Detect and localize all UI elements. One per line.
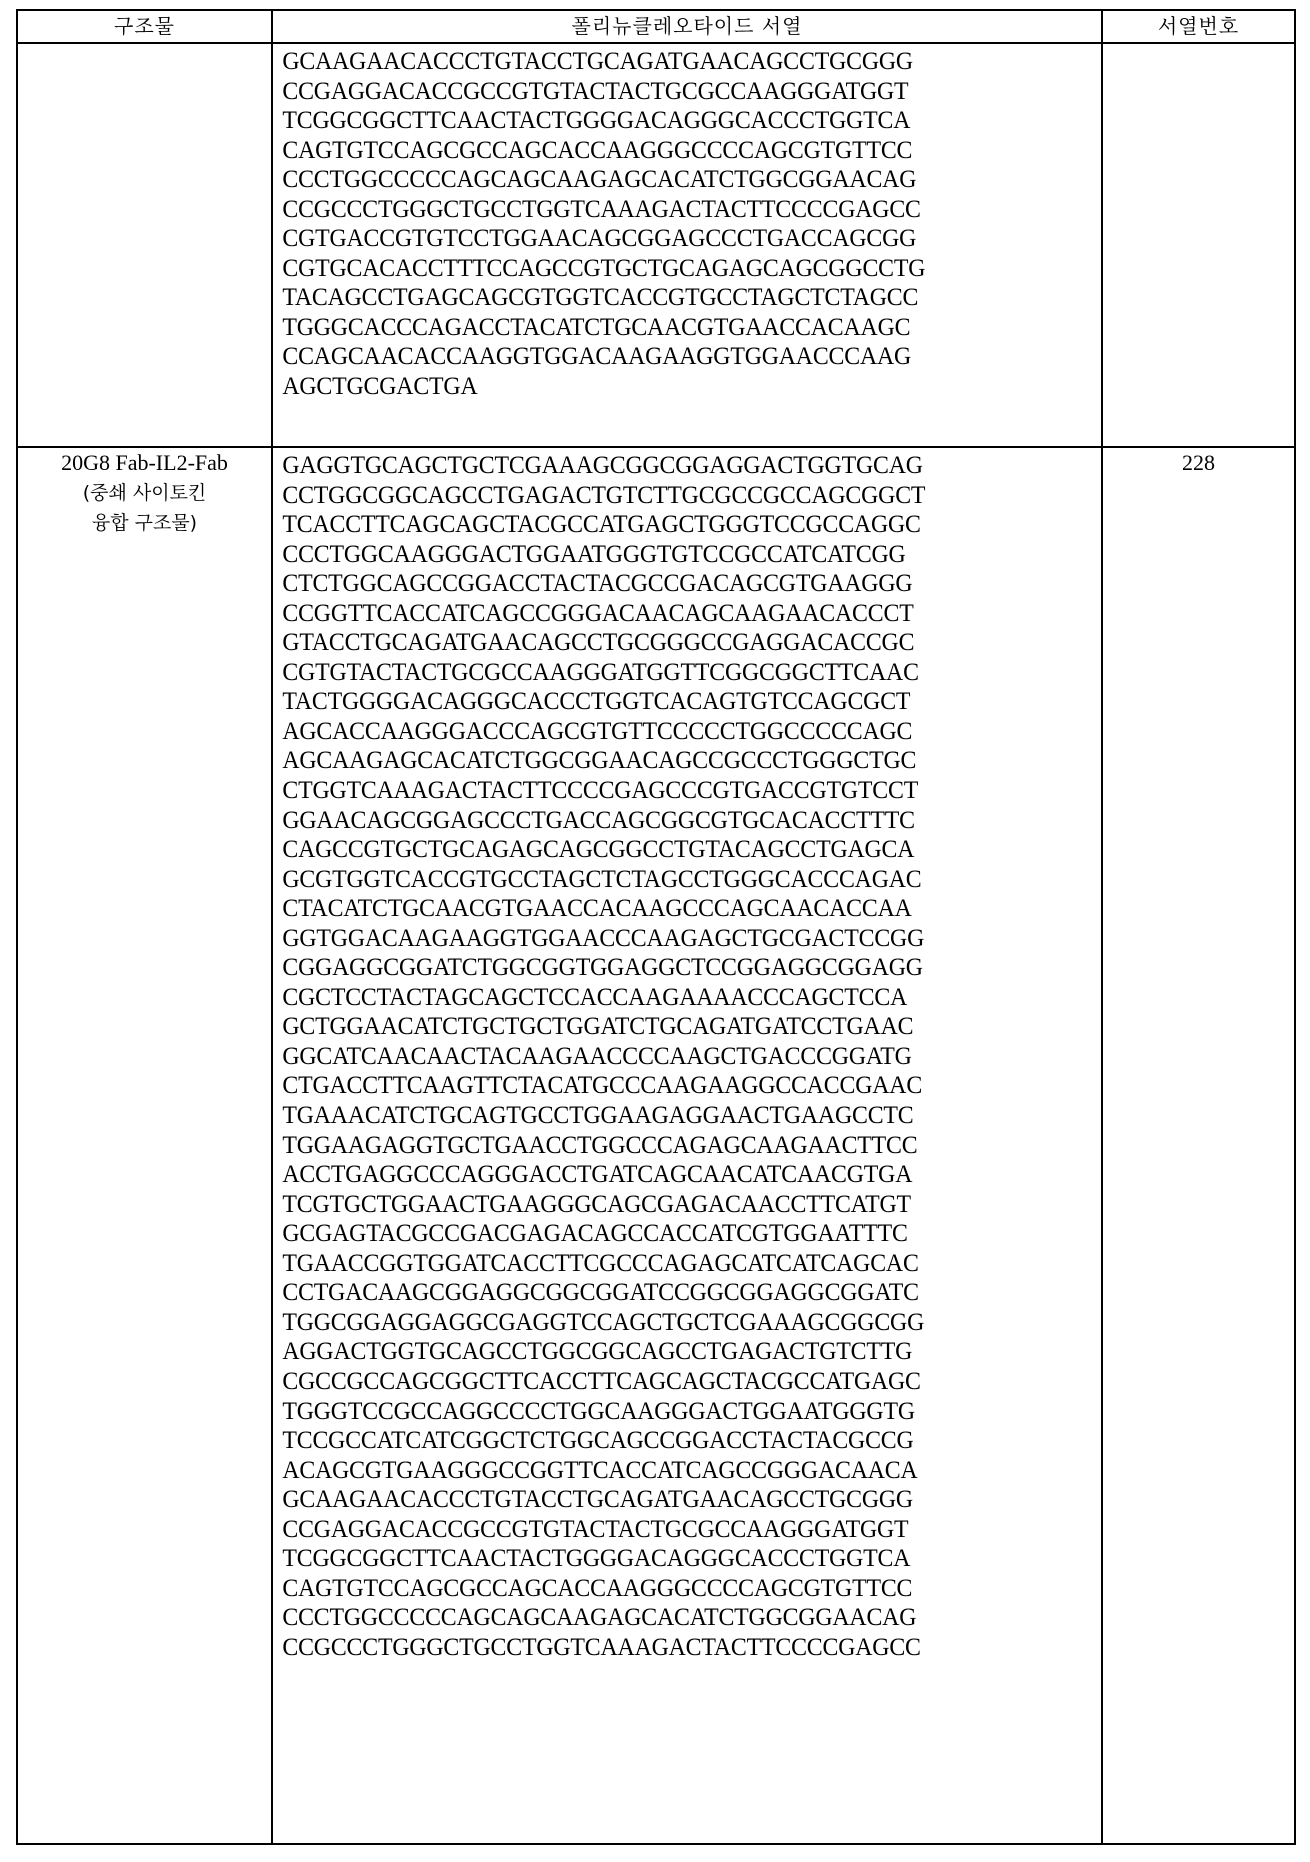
- sequence-line: GGCATCAACAACTACAAGAACCCCAAGCTGACCCGGATG: [282, 1040, 912, 1070]
- sequence-line: TCGTGCTGGAACTGAAGGGCAGCGAGACAACCTTCATGT: [282, 1188, 911, 1218]
- sequence-line: GGAACAGCGGAGCCCTGACCAGCGGCGTGCACACCTTTC: [282, 804, 915, 834]
- sequence-line: AGCACCAAGGGACCCAGCGTGTTCCCCCTGGCCCCCAGC: [282, 715, 913, 745]
- sequence-line: TGGGCACCCAGACCTACATCTGCAACGTGAACCACAAGC: [282, 311, 911, 341]
- sequence-line: CAGCCGTGCTGCAGAGCAGCGGCCTGTACAGCCTGAGCA: [282, 834, 915, 864]
- sequence-line: CGTGCACACCTTTCCAGCCGTGCTGCAGAGCAGCGGCCTG: [282, 252, 926, 282]
- sequence-line: GCAAGAACACCCTGTACCTGCAGATGAACAGCCTGCGGG: [282, 1484, 913, 1514]
- sequence-cell: [272, 447, 1102, 1844]
- sequence-line: CCCTGGCCCCCAGCAGCAAGAGCACATCTGGCGGAACAG: [282, 1602, 917, 1632]
- header-sequence: 폴리뉴클레오타이드 서열: [272, 10, 1102, 43]
- sequence-line: TGAAACATCTGCAGTGCCTGGAAGAGGAACTGAAGCCTC: [282, 1100, 914, 1130]
- sequence-line: CCTGGCGGCAGCCTGAGACTGTCTTGCGCCGCCAGCGGCT: [282, 479, 926, 509]
- sequence-line: CCGAGGACACCGCCGTGTACTACTGCGCCAAGGGATGGT: [282, 75, 909, 105]
- sequence-line: CTGACCTTCAAGTTCTACATGCCCAAGAAGGCCACCGAAC: [282, 1070, 923, 1100]
- sequence-line: ACCTGAGGCCCAGGGACCTGATCAGCAACATCAACGTGA: [282, 1159, 913, 1189]
- seq-no-cell: [1102, 43, 1295, 447]
- sequence-line: TCCGCCATCATCGGCTCTGGCAGCCGGACCTACTACGCCG: [282, 1425, 914, 1455]
- sequence-line: CCAGCAACACCAAGGTGGACAAGAAGGTGGAACCCAAG: [282, 341, 912, 371]
- sequence-line: GAGGTGCAGCTGCTCGAAAGCGGCGGAGGACTGGTGCAG: [282, 450, 923, 479]
- table-row: [17, 447, 1295, 1844]
- sequence-line: CGGAGGCGGATCTGGCGGTGGAGGCTCCGGAGGCGGAGG: [282, 952, 923, 982]
- sequence-line: CGCTCCTACTAGCAGCTCCACCAAGAAAACCCAGCTCCA: [282, 981, 908, 1011]
- sequence-line: CCGCCCTGGGCTGCCTGGTCAAAGACTACTTCCCCGAGCC: [282, 193, 921, 223]
- sequence-line: CGCCGCCAGCGGCTTCACCTTCAGCAGCTACGCCATGAGC: [282, 1365, 921, 1395]
- sequence-line: GGTGGACAAGAAGGTGGAACCCAAGAGCTGCGACTCCGG: [282, 922, 925, 952]
- sequence-line: CGTGACCGTGTCCTGGAACAGCGGAGCCCTGACCAGCGG: [282, 223, 917, 253]
- sequence-line: TGGCGGAGGAGGCGAGGTCCAGCTGCTCGAAAGCGGCGG: [282, 1306, 925, 1336]
- sequence-line: TCACCTTCAGCAGCTACGCCATGAGCTGGGTCCGCCAGGC: [282, 509, 921, 539]
- sequence-line: CGTGTACTACTGCGCCAAGGGATGGTTCGGCGGCTTCAAC: [282, 656, 919, 686]
- sequence-line: CAGTGTCCAGCGCCAGCACCAAGGGCCCCAGCGTGTTCC: [282, 1572, 913, 1602]
- sequence-line: GCTGGAACATCTGCTGCTGGATCTGCAGATGATCCTGAAC: [282, 1011, 914, 1041]
- table-row: [17, 43, 1295, 447]
- header-construct: 구조물: [17, 10, 272, 43]
- sequence-line: CAGTGTCCAGCGCCAGCACCAAGGGCCCCAGCGTGTTCC: [282, 134, 913, 164]
- seq-no-cell: 228: [1102, 447, 1295, 1844]
- sequence-line: TGGAAGAGGTGCTGAACCTGGCCCAGAGCAAGAACTTCC: [282, 1129, 918, 1159]
- sequence-line: TACTGGGGACAGGGCACCCTGGTCACAGTGTCCAGCGCT: [282, 686, 911, 716]
- sequence-line: TGGGTCCGCCAGGCCCCTGGCAAGGGACTGGAATGGGTG: [282, 1395, 915, 1425]
- sequence-line: CTACATCTGCAACGTGAACCACAAGCCCAGCAACACCAA: [282, 893, 912, 923]
- sequence-line: CCCTGGCAAGGGACTGGAATGGGTGTCCGCCATCATCGG: [282, 538, 906, 568]
- table-header-row: [17, 10, 1295, 43]
- sequence-line: GTACCTGCAGATGAACAGCCTGCGGGCCGAGGACACCGC: [282, 627, 915, 657]
- construct-name: 20G8 Fab-IL2-Fab: [61, 450, 228, 475]
- construct-cell: [17, 447, 272, 1844]
- construct-cell: [17, 43, 272, 447]
- construct-desc-line-1: (중쇄 사이토킨: [82, 482, 207, 504]
- sequence-line: CCCTGGCCCCCAGCAGCAAGAGCACATCTGGCGGAACAG: [282, 164, 917, 194]
- sequence-line: TCGGCGGCTTCAACTACTGGGGACAGGGCACCCTGGTCA: [282, 1543, 911, 1573]
- sequence-line: CCGCCCTGGGCTGCCTGGTCAAAGACTACTTCCCCGAGCC: [282, 1631, 921, 1661]
- sequence-line: GCAAGAACACCCTGTACCTGCAGATGAACAGCCTGCGGG: [282, 46, 913, 75]
- sequence-line: ACAGCGTGAAGGGCCGGTTCACCATCAGCCGGGACAACA: [282, 1454, 918, 1484]
- sequence-line: CCGGTTCACCATCAGCCGGGACAACAGCAAGAACACCCT: [282, 597, 914, 627]
- sequence-line: TCGGCGGCTTCAACTACTGGGGACAGGGCACCCTGGTCA: [282, 105, 911, 135]
- sequence-text: [273, 448, 1047, 1667]
- sequence-line: CTGGTCAAAGACTACTTCCCCGAGCCCGTGACCGTGTCCT: [282, 775, 919, 805]
- construct-desc-line-2: 융합 구조물): [91, 512, 198, 534]
- sequence-line: AGCTGCGACTGA: [282, 371, 478, 401]
- sequence-line: CCGAGGACACCGCCGTGTACTACTGCGCCAAGGGATGGT: [282, 1513, 909, 1543]
- sequence-text: [273, 44, 1047, 407]
- sequence-line: GCGAGTACGCCGACGAGACAGCCACCATCGTGGAATTTC: [282, 1218, 908, 1248]
- sequence-line: CTCTGGCAGCCGGACCTACTACGCCGACAGCGTGAAGGG: [282, 568, 913, 598]
- sequence-line: TACAGCCTGAGCAGCGTGGTCACCGTGCCTAGCTCTAGCC: [282, 282, 919, 312]
- sequence-table: [16, 9, 1296, 1845]
- sequence-line: CCTGACAAGCGGAGGCGGCGGATCCGGCGGAGGCGGATC: [282, 1277, 919, 1307]
- sequence-line: GCGTGGTCACCGTGCCTAGCTCTAGCCTGGGCACCCAGAC: [282, 863, 922, 893]
- sequence-cell: [272, 43, 1102, 447]
- sequence-line: AGCAAGAGCACATCTGGCGGAACAGCCGCCCTGGGCTGC: [282, 745, 917, 775]
- sequence-line: TGAACCGGTGGATCACCTTCGCCCAGAGCATCATCAGCAC: [282, 1247, 919, 1277]
- header-seq-no: 서열번호: [1102, 10, 1295, 43]
- sequence-line: AGGACTGGTGCAGCCTGGCGGCAGCCTGAGACTGTCTTG: [282, 1336, 913, 1366]
